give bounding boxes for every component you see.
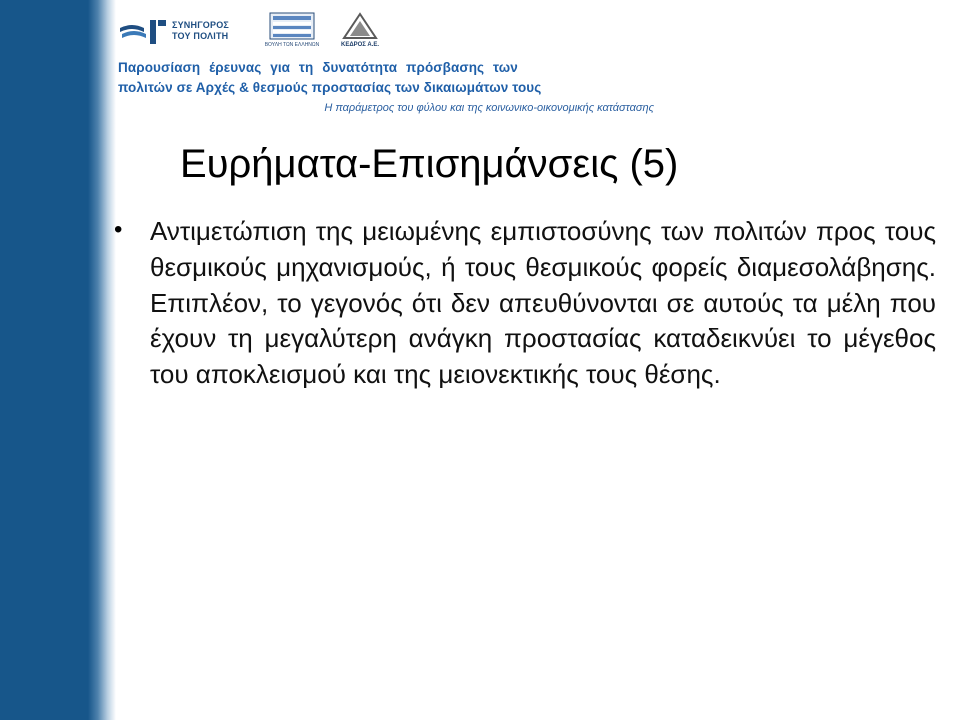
bullet-paragraph: Αντιμετώπιση της μειωμένης εμπιστοσύνης των πολιτών προς τους θεσμικούς μηχανισμούς, ή τους θεσμικούς φορείς διαμεσολάβησης. Επιπλέον, το γεγονός ότι δεν απευθύνονται σε αυτούς τα μέλη που έχουν τη μεγαλύτερη ανάγκη προστασίας καταδεικνύει το μέγεθος του αποκλεισμού και της μειονεκτικής τους θέσης. <box>150 216 936 390</box>
bullet-marker: • <box>114 216 123 243</box>
kedros-caption: ΚΕΔΡΟΣ Α.Ε. <box>340 42 380 48</box>
banner-subtitle: Η παράμετρος του φύλου και της κοινωνικο-οικονομικής κατάστασης <box>324 102 654 114</box>
vouli-caption: ΒΟΥΛΗ ΤΩΝ ΕΛΛΗΝΩΝ <box>264 42 320 48</box>
banner-line-2: πολιτών σε Αρχές & θεσμούς προστασίας των δικαιωμάτων τους <box>118 80 542 95</box>
slide-title: Ευρήματα-Επισημάνσεις (5) <box>180 142 679 186</box>
vouli-logo <box>262 12 322 50</box>
kedros-triangle-icon <box>342 12 378 40</box>
kedros-logo <box>338 12 382 50</box>
synigoros-logo-icon <box>118 18 168 46</box>
parliament-emblem-icon <box>269 12 315 40</box>
synigoros-line1: ΣΥΝΗΓΟΡΟΣ <box>172 20 230 30</box>
logo-header <box>116 0 398 52</box>
synigoros-line2: ΤΟΥ ΠΟΛΙΤΗ <box>172 31 229 41</box>
synigoros-logo <box>116 14 236 50</box>
research-banner <box>116 56 658 120</box>
sidebar-gradient-edge <box>88 0 116 720</box>
left-sidebar-band <box>0 0 100 720</box>
banner-line-1: Παρουσίαση έρευνας για τη δυνατότητα πρόσβασης των <box>118 60 518 75</box>
